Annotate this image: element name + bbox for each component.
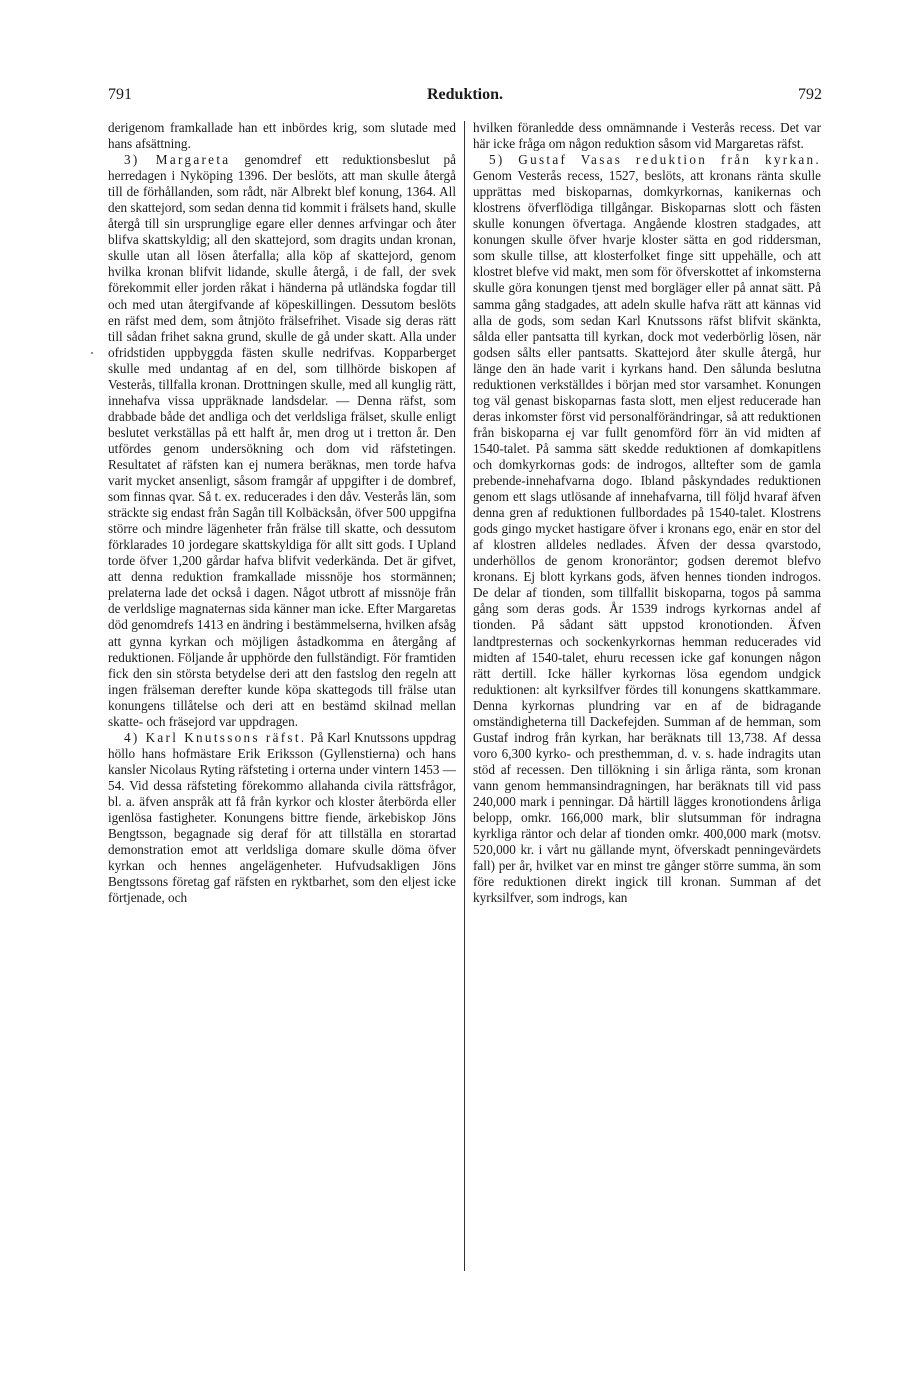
paragraph-text: hvilken föranledde dess omnämnande i Vesterås recess. Det var här icke fråga om någon reduktion såsom vid Margaretas räfst. xyxy=(473,120,821,152)
paragraph-text: genomdref ett reduktionsbeslut på herredagen i Nyköping 1396. Der beslöts, att man skulle återgå till de förhållanden, som rådt, när Albrekt blef konung, 1364. All den skattejord, som sedan denna tid kommit i frälsets hand, skulle återgå till sin ursprunglige egare eller dennes arfvingar och åter blifva skattskyldig; all den skattejord, som dragits undan kronan, skulle utan all lösen återfalla; alla köp af skattejord, genom hvilka kronan blifvit lidande, skulle återgå, i de fall, der svek förekommit eller jorden råkat i händerna på utländska fogdar till och med utan återgifvande af köpeskillingen. Dessutom beslöts en räfst med dem, som åtnjöto frälsefrihet. Visade sig deras rätt till sådan frihet sakna grund, skulle de gå under skatt. Alla under ofridstiden uppbyggda fästen skulle nedrifvas. Kopparberget skulle med undantag af en del, som tillhörde biskopen af Vesterås, tillfalla kronan. Drottningen skulle, med all kunglig rätt, innehafva vissa uppräknade landsdelar. — Denna räfst, som drabbade både det andliga och det verldsliga frälset, skulle enligt beslutet verkställas på ett halft år, men drog ut i tretton år. Den utfördes genom undersökning och dom vid räfstetingen. Resultatet af räfsten kan ej numera beräknas, men torde hafva varit mycket ansenligt, såsom framgår af uppgifter i de dombref, som finnas qvar. Så t. ex. reducerades i den dåv. Vesterås län, som sträckte sig endast från Sagån till Kolbäcksån, öfver 500 uppgifna större och mindre lägenheter från frälse till skatte, och dessutom förklarades 10 jordegare skattskyldiga för allt sitt gods. I Upland torde öfver 1,200 gårdar hafva blifvit vederkända. Det är gifvet, att denna reduktion framkallade missnöje hos stormännen; prelaterna lade det också i dagen. Något utbrott af missnöje från de verldslige magnaternas sida känner man icke. Efter Margaretas död genomdrefs 1413 en ändring i bestämmelserna, hvilken afsåg att gynna kyrkan och möjligen åstadkomma en återgång af reduktionen. Följande år upphörde den fullständigt. För framtiden fick den sin största betydelse deri att den fastslog den regeln att ingen frälseman derefter kunde köpa skattegods till frälse utan konungens tillåtelse och deri att en bestämd skilnad mellan skatte- och fräsejord var uppdragen. xyxy=(108,152,456,729)
section-heading: 4) Karl Knutssons räfst. xyxy=(124,729,307,745)
paragraph xyxy=(473,120,821,152)
section-heading: 3) Margareta xyxy=(124,152,231,168)
left-column xyxy=(108,120,456,906)
paragraph xyxy=(108,730,456,907)
paragraph xyxy=(108,152,456,730)
page-title: Reduktion. xyxy=(426,86,504,103)
page-header xyxy=(108,86,822,110)
paragraph-text: På Karl Knutssons uppdrag höllo hans hofmästare Erik Eriksson (Gyllenstierna) och hans kansler Nicolaus Ryting räfsteting i orterna under vintern 1453 —54. Vid dessa räfsteting förekommo allahanda civila rättsfrågor, bl. a. äfven anspråk att få från kyrkor och kloster återbörda eller igenlösa fastigheter. Konungens bittre fiende, ärkebiskop Jöns Bengtsson, begagnade sig deraf för att tillställa en storartad demonstration emot att verldsliga domare skulle döma öfver kyrkan och hennes angelägenheter. Hufvudsakligen Jöns Bengtssons företag gaf räfsten en ryktbarhet, som den eljest icke förtjenade, och xyxy=(108,729,456,906)
section-heading: 5) Gustaf Vasas reduktion från kyrkan. xyxy=(489,152,821,168)
column-divider xyxy=(464,121,465,1271)
paragraph xyxy=(473,152,821,906)
paragraph xyxy=(108,120,456,152)
margin-mark xyxy=(91,352,93,354)
right-column xyxy=(473,120,821,906)
paragraph-text: Genom Vesterås recess, 1527, beslöts, att kronans ränta skulle upprättas med biskoparnas, domkyrkornas, kanikernas och klostrens öfverflödiga tillgångar. Biskoparnas slott och fästen skulle konungen öfvertaga. Angående klostren stadgades, att konungen skulle öfver hvarje kloster sätta en god riddersman, som skulle tillse, att klosterfolket finge sitt uppehälle, och att klostret blefve vid makt, men som för öfverskottet af inkomsterna skulle göra konungen tjenst med borgläger eller på annat sätt. På samma gång stadgades, att adeln skulle hafva rätt att kännas vid alla de gods, som sedan Karl Knutssons räfst blifvit skänkta, sålda eller pantsatta till kyrkan, dock mot vederbörlig lösen, när godsen sålts eller pantsatts. Skattejord åter skulle återgå, hur länge den än hade varit i kyrkans hand. Den sålunda beslutna reduktionen verkställdes i början med stor varsamhet. Konungen tog väl genast biskoparnas fasta slott, men eljest reducerade han deras inkomster först vid personalförändringar, så att reduktionen från biskoparna ej var fullt genomförd förr än vid midten af 1540-talet. På samma sätt skedde reduktionen af domkapitlens och domkyrkornas gods: de indrogos, alltefter som de gamla prebende-innehafvarna dogo. Ibland påskyndades reduktionen genom ett slags utlösande af innehafvarna, till följd hvaraf äfven denna gren af reduktionen fullbordades på 1540-talet. Klostrens gods gingo mycket hastigare öfver i kronans ego, enär en stor del af klostren alldeles nedlades. Äfven der dessa qvarstodo, underhöllos de genom kronoräntor; godsen deremot blefvo kronans. Ej blott kyrkans gods, äfven hennes tionden indrogos. De delar af tionden, som tillfallit biskoparna, togos på samma gång som deras gods. År 1539 indrogs kyrkornas andel af tionden. På sådant sätt uppstod kronotionden. Äfven landtpresternas och sockenkyrkornas hemman reducerades vid midten af 1540-talet, ehuru recessen icke gaf konungen någon rätt dertill. Icke häller kyrkornas lösa egendom undgick reduktionen: alt kyrksilfver fördes till konungens skattkammare. Denna kyrkornas plundring var en af de bidragande omständigheterna till Dackefejden. Summan af de hemman, som Gustaf indrog från kyrkan, har beräknats till 13,738. Af dessa voro 6,300 kyrko- och presthemman, d. v. s. hade indragits utan stöd af recessen. Den tillökning i sin årliga ränta, som kronan vann genom hemmansindragningen, har beräknats till vid pass 240,000 mark i penningar. Då härtill lägges kronotiondens årliga belopp, omkr. 166,000 mark, blir slutsumman för indragna kyrkliga räntor och delar af tionden omkr. 400,000 mark (motsv. 520,000 kr. i vårt nu gällande mynt, öfverskadt penningevärdets fall) per år, hvilket var en minst tre gånger större summa, än som före reduktionen direkt ingick till kronan. Summan af det kyrksilfver, som indrogs, kan xyxy=(473,168,821,906)
page-number-right: 792 xyxy=(798,86,822,103)
paragraph-text: derigenom framkallade han ett inbördes krig, som slutade med hans afsättning. xyxy=(108,120,456,152)
page-number-left: 791 xyxy=(108,86,132,103)
